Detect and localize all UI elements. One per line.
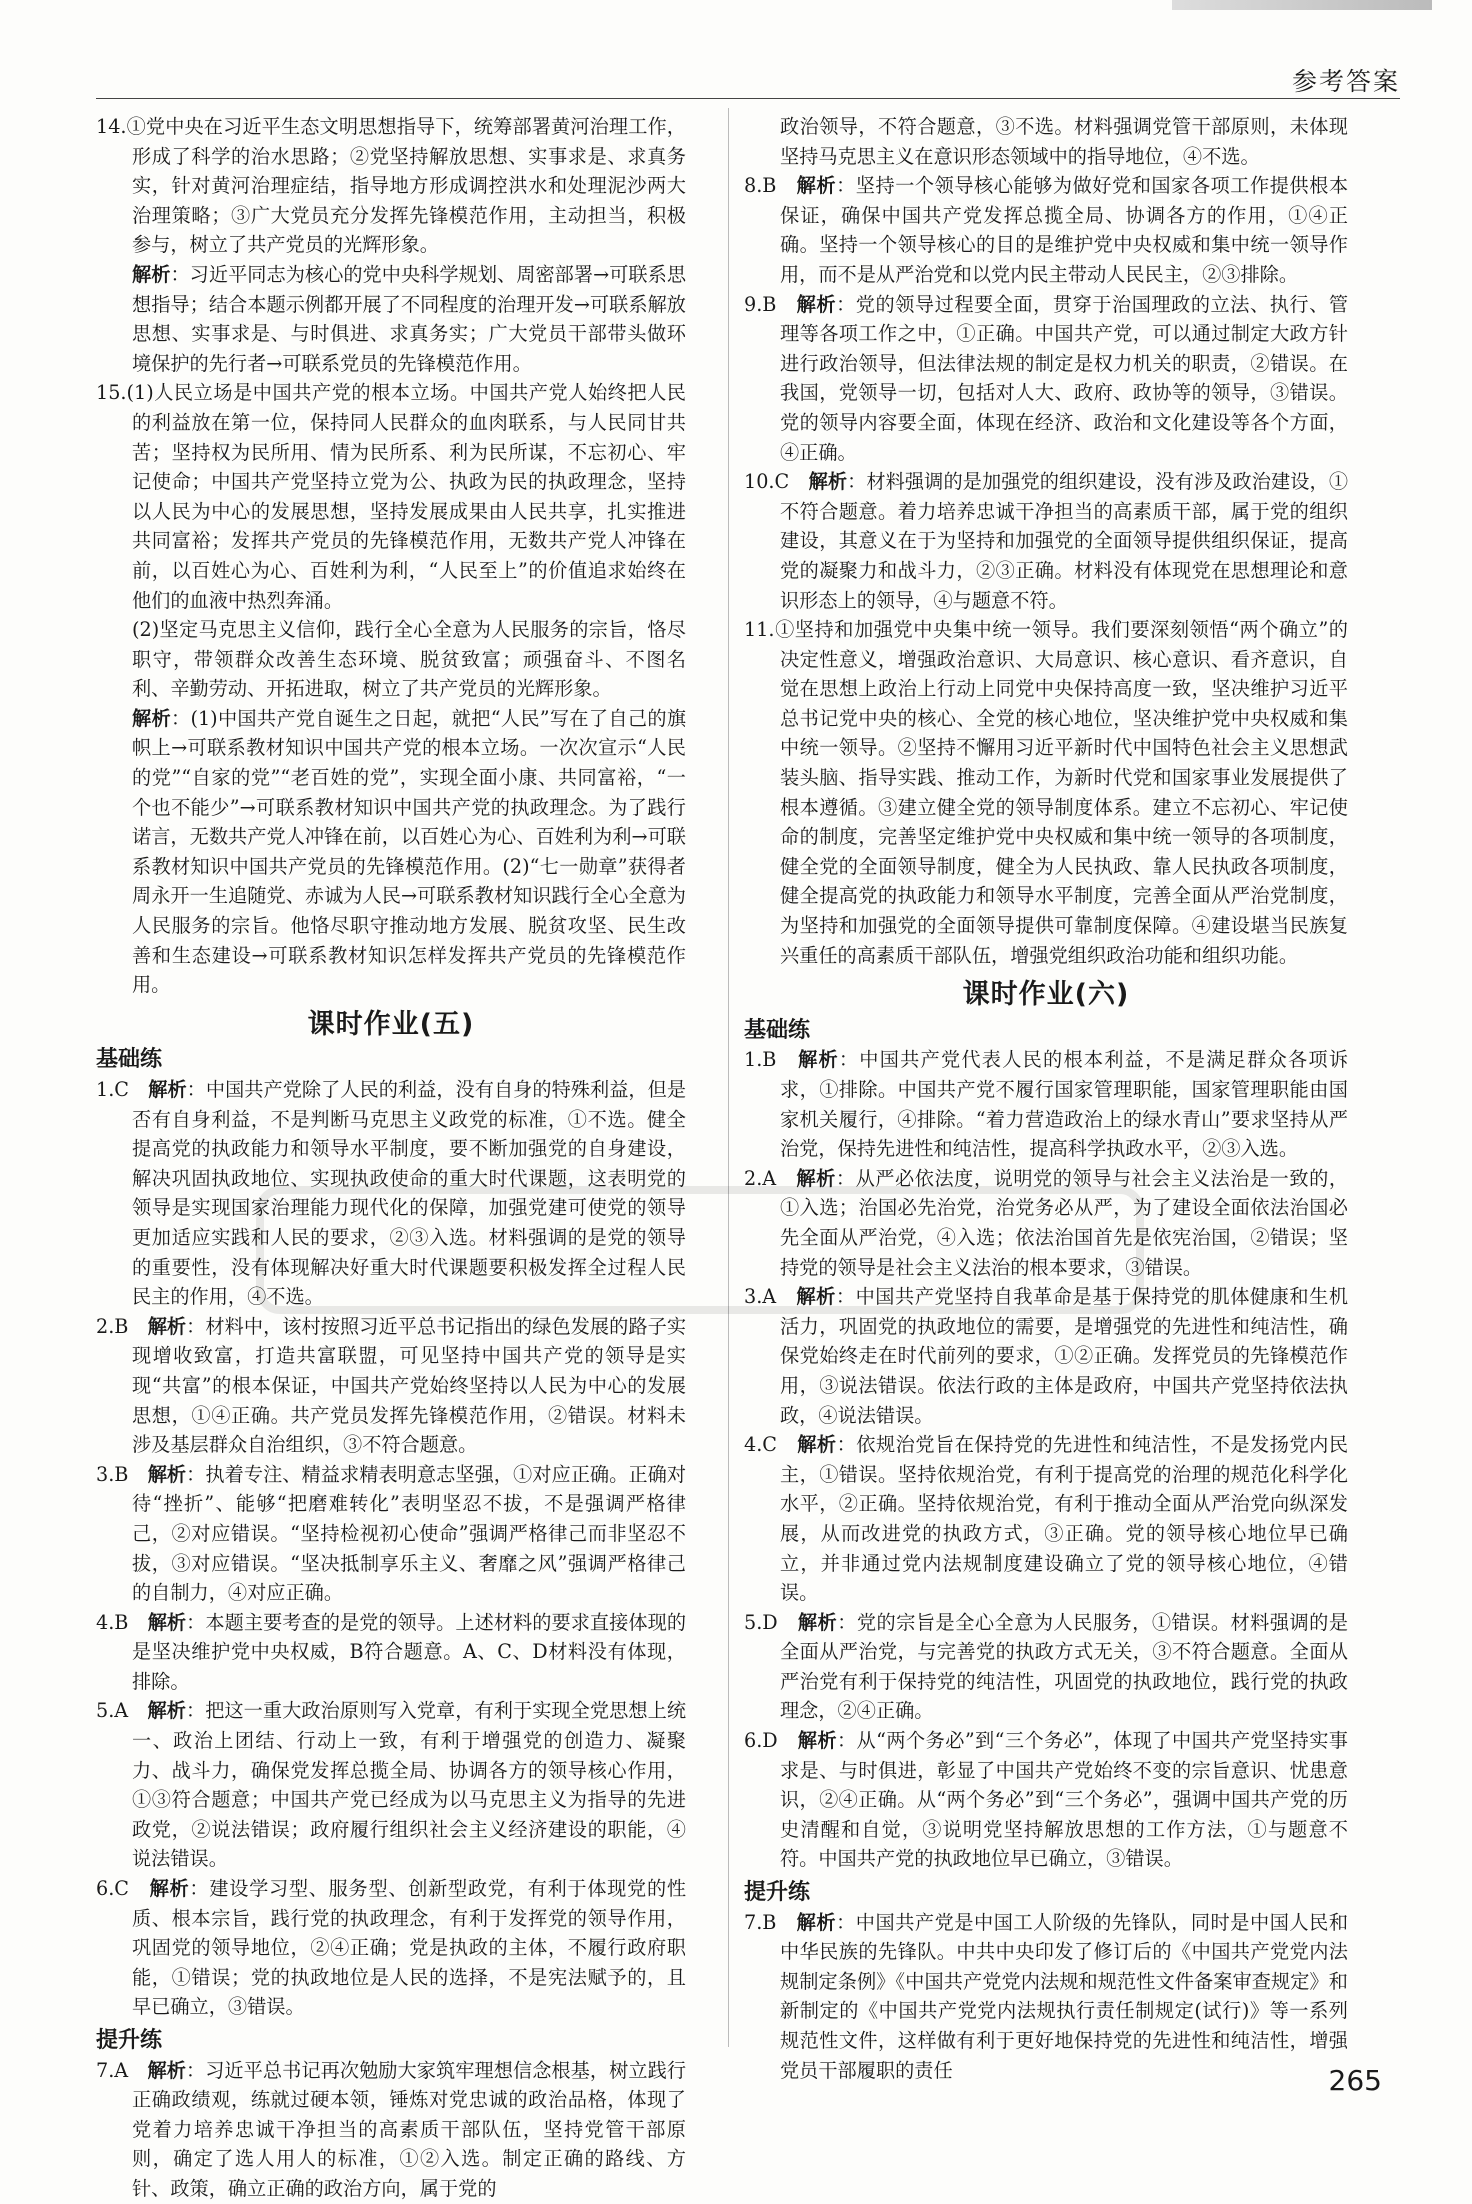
answer-num: 5.D	[744, 1610, 778, 1634]
answer-num: 1.B	[744, 1048, 777, 1072]
advance-practice-title: 提升练	[96, 2028, 163, 2053]
jiexi-label: 解析	[797, 1433, 837, 1457]
answer-num: 3.A	[744, 1285, 777, 1309]
answer-jiexi: ：材料中，该村按照习近平总书记指出的绿色发展的路子实现增收致富，打造共富联盟，可见坚持中国共产党的领导是实现“共富”的根本保证，中国共产党始终坚持以人民为中心的发展思想，①④正确。共产党员发挥先锋模范作用，②错误。材料未涉及基层群众自治组织，③不符合题意。	[132, 1314, 687, 1457]
jiexi-label: 解析	[796, 174, 837, 198]
jiexi-label: 解析	[796, 1910, 837, 1934]
answer-item	[744, 290, 1348, 468]
answer-item	[744, 1164, 1348, 1282]
answer-num: 9.B	[744, 292, 777, 316]
answer-item	[744, 1726, 1348, 1874]
jiexi-label: 解析	[147, 1314, 187, 1338]
answer-jiexi: ：中国共产党坚持自我革命是基于保持党的肌体健康和生机活力，巩固党的执政地位的需要，是增强党的先进性和纯洁性，确保党始终走在时代前列的要求，①②正确。发挥党员的先锋模范作用，③说法错误。依法行政的主体是政府，中国共产党坚持依法执政，④说法错误。	[780, 1285, 1349, 1427]
answer-jiexi: ：习近平总书记再次勉励大家筑牢理想信念根基，树立践行正确政绩观，练就过硬本领，锤炼对党忠诚的政治品格，体现了党着力培养忠诚干净担当的高素质干部队伍，坚持党管干部原则，确定了选人用人的标准，①②入选。制定正确的路线、方针、政策，确立正确的政治方向，属于党的	[132, 2058, 687, 2200]
answer-jiexi: ：执着专注、精益求精表明意志坚强，①对应正确。正确对待“挫折”、能够“把磨难转化”表明坚忍不拔，不是强调严格律己，②对应错误。“坚持检视初心使命”强调严格律己而非坚忍不拔，③对应错误。“坚决抵制享乐主义、奢靡之风”强调严格律己的自制力，④对应正确。	[132, 1462, 687, 1605]
basic-practice-title: 基础练	[744, 1017, 811, 1043]
right-column	[744, 112, 1348, 2085]
answer-7-continued: 政治领导，不符合题意，③不选。材料强调党管干部原则，未体现坚持马克思主义在意识形态领域中的指导地位，④不选。	[780, 115, 1348, 168]
answer-jiexi: ：坚持一个领导核心能够为做好党和国家各项工作提供根本保证，确保中国共产党发挥总揽全局、协调各方的作用，①④正确。坚持一个领导核心的目的是维护党中央权威和集中统一领导作用，而不是从严治党和以党内民主带动人民民主，②③排除。	[780, 174, 1349, 286]
answer-item	[96, 1075, 686, 1312]
answer-jiexi: ：党的宗旨是全心全意为人民服务，①错误。材料强调的是全面从严治党，与完善党的执政方式无关，③不符合题意。全面从严治党有利于保持党的纯洁性，巩固党的执政地位，践行党的执政理念，②④正确。	[780, 1610, 1349, 1723]
advance-practice-title: 提升练	[744, 1880, 811, 1906]
jiexi-label: 解析	[797, 1610, 838, 1634]
column-divider	[728, 108, 729, 2047]
answer-jiexi: ：本题主要考查的是党的领导。上述材料的要求直接体现的是坚决维护党中央权威，B符合题意。A、C、D材料没有体现，排除。	[132, 1610, 687, 1693]
answer-jiexi: ：建设学习型、服务型、创新型政党，有利于体现党的性质、根本宗旨，践行党的执政理念，有利于发挥党的领导作用，巩固党的领导地位，②④正确；党是执政的主体，不履行政府职能，①错误；党的执政地位是人民的选择，不是宪法赋予的，且早已确立，③错误。	[132, 1877, 687, 2019]
left-column	[96, 112, 686, 2204]
jiexi-label: 解析	[808, 470, 848, 494]
answer-item	[744, 1608, 1348, 1726]
answer-jiexi: ：中国共产党是中国工人阶级的先锋队，同时是中国人民和中华民族的先锋队。中共中央印发了修订后的《中国共产党党内法规制定条例》《中国共产党党内法规和规范性文件备案审查规定》和新制定的《中国共产党党内法规执行责任制规定(试行)》等一系列规范性文件，这样做有利于更好地保持党的先进性和纯洁性，增强党员干部履职的责任	[780, 1910, 1349, 2082]
answer-11: 11.①坚持和加强党中央集中统一领导。我们要深刻领悟“两个确立”的决定性意义，增强政治意识、大局意识、核心意识、看齐意识，自觉在思想上政治上行动上同党中央保持高度一致，坚决维护习近平总书记党中央的核心、全党的核心地位，坚决维护党中央权威和集中统一领导。②坚持不懈用习近平新时代中国特色社会主义思想武装头脑、指导实践、推动工作，为新时代党和国家事业发展提供了根本遵循。③建立健全党的领导制度体系。建立不忘初心、牢记使命的制度，完善坚定维护党中央权威和集中统一领导的各项制度，健全党的全面领导制度，健全为人民执政、靠人民执政各项制度，健全提高党的执政能力和领导水平制度，完善全面从严治党制度，为坚持和加强党的全面领导提供可靠制度保障。④建设堪当民族复兴重任的高素质干部队伍，增强党组织政治功能和组织功能。	[744, 618, 1348, 967]
answer-jiexi: ：从“两个务必”到“三个务必”，体现了中国共产党坚持实事求是、与时俱进，彰显了中国共产党始终不变的宗旨意识、忧患意识，②④正确。从“两个务必”到“三个务必”，强调中国共产党的历史清醒和自觉，③说明党坚持解放思想的工作方法，①与题意不符。中国共产党的执政地位早已确立，③错误。	[780, 1729, 1348, 1871]
answer-item	[96, 1696, 686, 1874]
answer-num: 4.C	[744, 1433, 777, 1457]
answer-15-part2: (2)坚定马克思主义信仰，践行全心全意为人民服务的宗旨，恪尽职守，带领群众改善生态环境、脱贫致富；顽强奋斗、不图名利、辛勤劳动、开拓进取，树立了共产党员的光辉形象。	[132, 618, 686, 701]
answer-15-part1: 15.(1)人民立场是中国共产党的根本立场。中国共产党人始终把人民的利益放在第一位，保持同人民群众的血肉联系，与人民同甘共苦；坚持权为民所用、情为民所系、利为民所谋，不忘初心、牢记使命；中国共产党坚持立党为公、执政为民的执政理念，坚持以人民为中心的发展思想，坚持发展成果由人民共享，扎实推进共同富裕；发挥共产党员的先锋模范作用，无数共产党人冲锋在前，以百姓心为心、百姓利为利，“人民至上”的价值追求始终在他们的血液中热烈奔涌。	[96, 381, 686, 612]
answer-15	[96, 378, 686, 999]
answer-num: 5.A	[96, 1699, 129, 1723]
answer-item	[744, 1045, 1348, 1163]
jiexi-label: 解析	[149, 1877, 190, 1901]
answer-num: 1.C	[96, 1078, 129, 1101]
answer-num: 6.C	[96, 1877, 129, 1901]
basic-practice-title: 基础练	[96, 1047, 163, 1073]
answer-14-jiexi: ：习近平同志为核心的党中央科学规划、周密部署→可联系思想指导；结合本题示例都开展了不同程度的治理开发→可联系解放思想、实事求是、与时俱进、求真务实；广大党员干部带头做环境保护的先行者→可联系党员的先锋模范作用。	[132, 262, 687, 375]
answer-item	[96, 1874, 686, 2022]
answer-item	[744, 1282, 1348, 1430]
answer-num: 2.B	[96, 1314, 129, 1338]
answer-14	[96, 112, 686, 378]
answer-item	[96, 2056, 686, 2204]
top-decoration-bar	[1172, 0, 1432, 10]
answer-item	[744, 467, 1348, 615]
jiexi-label: 解析	[147, 1610, 187, 1634]
answer-jiexi: ：从严必依法度，说明党的领导与社会主义法治是一致的，①入选；治国必先治党，治党务必从严，为了建设全面依法治国必先全面从严治党，④入选；依法治国首先是依宪治国，②错误；坚持党的领导是社会主义法治的根本要求，③错误。	[780, 1166, 1349, 1279]
jiexi-label: 解析	[797, 1729, 837, 1753]
answer-jiexi: ：中国共产党代表人民的根本利益，不是满足群众各项诉求，①排除。中国共产党不履行国家管理职能，国家管理职能由国家机关履行，④排除。“着力营造政治上的绿水青山”要求坚持从严治党，保持先进性和纯洁性，提高科学执政水平，②③入选。	[780, 1048, 1349, 1161]
answer-item	[744, 1430, 1348, 1608]
jiexi-label: 解析	[132, 262, 171, 286]
section-title-6: 课时作业(六)	[962, 979, 1130, 1011]
page-number: 265	[1328, 2064, 1382, 2097]
answer-item	[744, 171, 1348, 289]
answer-num: 4.B	[96, 1610, 129, 1634]
answer-item	[96, 1608, 686, 1697]
answer-num: 7.B	[744, 1910, 777, 1934]
answer-num: 8.B	[744, 174, 777, 198]
jiexi-label: 解析	[796, 1166, 836, 1190]
answer-15-jiexi: ：(1)中国共产党自诞生之日起，就把“人民”写在了自己的旗帜上→可联系教材知识中国共产党的根本立场。一次次宣示“人民的党”“自家的党”“老百姓的党”，实现全面小康、共同富裕，“一个也不能少”→可联系教材知识中国共产党的执政理念。为了践行诺言，无数共产党人冲锋在前，以百姓心为心、百姓利为利→可联系教材知识中国共产党员的先锋模范作用。(2)“七一勋章”获得者周永开一生追随党、赤诚为人民→可联系教材知识践行全心全意为人民服务的宗旨。他恪尽职守推动地方发展、脱贫攻坚、民生改善和生态建设→可联系教材知识怎样发挥共产党员的先锋模范作用。	[132, 706, 687, 997]
answer-item	[96, 1460, 686, 1608]
jiexi-label: 解析	[148, 1078, 187, 1101]
jiexi-label: 解析	[798, 1048, 839, 1072]
jiexi-label: 解析	[147, 2058, 186, 2082]
jiexi-label: 解析	[796, 1285, 836, 1309]
answer-jiexi: ：党的领导过程要全面，贯穿于治国理政的立法、执行、管理等各项工作之中，①正确。中国共产党，可以通过制定大政方针进行政治领导，但法律法规的制定是权力机关的职责，②错误。在我国，党领导一切，包括对人大、政府、政协等的领导，③错误。党的领导内容要全面，体现在经济、政治和文化建设等各个方面，④正确。	[780, 292, 1349, 464]
answer-num: 2.A	[744, 1166, 777, 1190]
answer-jiexi: ：把这一重大政治原则写入党章，有利于实现全党思想上统一、政治上团结、行动上一致，有利于增强党的创造力、凝聚力、战斗力，确保党发挥总揽全局、协调各方的领导核心作用，①③符合题意；中国共产党已经成为以马克思主义为指导的先进政党，②说法错误；政府履行组织社会主义经济建设的职能，④说法错误。	[132, 1699, 687, 1871]
header-label: 参考答案	[1291, 67, 1400, 96]
jiexi-label: 解析	[147, 1699, 186, 1723]
jiexi-label: 解析	[796, 292, 837, 316]
jiexi-label: 解析	[147, 1462, 187, 1486]
answer-item	[96, 1312, 686, 1460]
answer-jiexi: ：中国共产党除了人民的利益，没有自身的特殊利益，但是否有自身利益，不是判断马克思主义政党的标准，①不选。健全提高党的执政能力和领导水平制度，要不断加强党的自身建设，解决巩固执政地位、实现执政使命的重大时代课题，这表明党的领导是实现国家治理能力现代化的保障，加强党建可使党的领导更加适应实践和人民的要求，②③入选。材料强调的是党的领导的重要性，没有体现解决好重大时代课题要积极发挥全过程人民民主的作用，④不选。	[132, 1078, 687, 1309]
header-rule	[96, 98, 1400, 99]
answer-num: 10.C	[744, 470, 790, 494]
section-title-5: 课时作业(五)	[307, 1008, 475, 1040]
answer-num: 6.D	[744, 1729, 778, 1753]
jiexi-label: 解析	[132, 706, 171, 730]
answer-item	[744, 1908, 1348, 2086]
answer-num: 7.A	[96, 2058, 129, 2082]
answer-num: 3.B	[96, 1462, 129, 1486]
answer-14-text: 14.①党中央在习近平生态文明思想指导下，统筹部署黄河治理工作，形成了科学的治水思路；②党坚持解放思想、实事求是、求真务实，针对黄河治理症结，指导地方形成调控洪水和处理泥沙两大治理策略；③广大党员充分发挥先锋模范作用，主动担当，积极参与，树立了共产党员的光辉形象。	[96, 115, 686, 257]
answer-jiexi: ：依规治党旨在保持党的先进性和纯洁性，不是发扬党内民主，①错误。坚持依规治党，有利于提高党的治理的规范化科学化水平，②正确。坚持依规治党，有利于推动全面从严治党向纵深发展，从而改进党的执政方式，③正确。党的领导核心地位早已确立，并非通过党内法规制度建设确立了党的领导核心地位，④错误。	[780, 1433, 1349, 1605]
answer-jiexi: ：材料强调的是加强党的组织建设，没有涉及政治建设，①不符合题意。着力培养忠诚干净担当的高素质干部，属于党的组织建设，其意义在于为坚持和加强党的全面领导提供组织保证，提高党的凝聚力和战斗力，②③正确。材料没有体现党在思想理论和意识形态上的领导，④与题意不符。	[780, 470, 1349, 612]
